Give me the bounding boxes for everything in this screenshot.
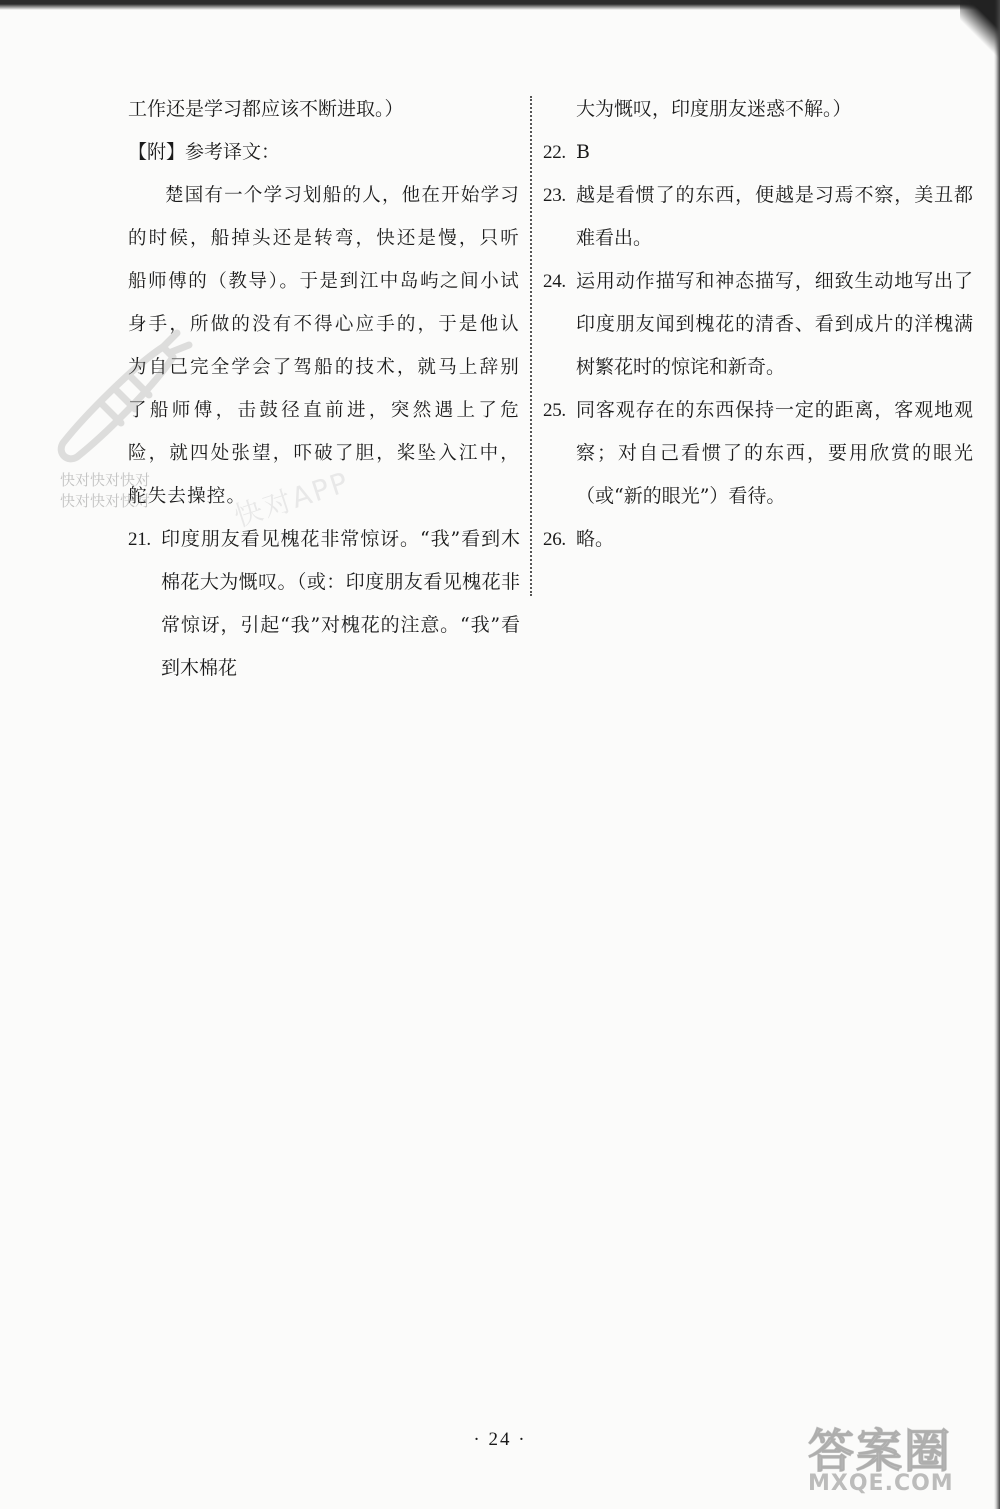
answer-text: B xyxy=(576,141,590,163)
brand-url: MXQE.COM xyxy=(808,1471,954,1496)
answer-item-26 xyxy=(543,518,973,561)
watermark-text: 快对快对快对 xyxy=(60,471,151,489)
answer-number: 25. xyxy=(543,400,566,421)
answer-item-25 xyxy=(543,389,973,518)
scan-right-edge xyxy=(994,0,1000,1509)
answer-text: 略。 xyxy=(576,528,615,550)
watermark-text: 快对快对快对 xyxy=(60,492,151,510)
answer-item-24 xyxy=(543,260,973,389)
answer-continuation-line: 工作还是学习都应该不断进取。） xyxy=(128,98,404,120)
answer-21-continuation: 大为慨叹，印度朋友迷惑不解。） xyxy=(576,98,852,120)
answer-number: 21. xyxy=(128,529,151,550)
watermark-stamp: 快对APP xyxy=(230,465,354,534)
left-column xyxy=(128,88,520,690)
right-column xyxy=(543,88,973,561)
brand-watermark xyxy=(802,1411,992,1503)
answer-number: 26. xyxy=(543,529,566,550)
answer-text: 印度朋友看见槐花非常惊讶。“我”看到木棉花大为慨叹。（或：印度朋友看见槐花非常惊讶，引起“我”对槐花的注意。“我”看到木棉花 xyxy=(161,528,520,679)
answer-text: 同客观存在的东西保持一定的距离，客观地观察；对自己看惯了的东西，要用欣赏的眼光（或“新的眼光”）看待。 xyxy=(576,399,973,507)
answer-text: 越是看惯了的东西，便越是习焉不察，美丑都难看出。 xyxy=(576,184,973,249)
scan-top-edge xyxy=(0,0,1000,10)
brand-logo-text: 答案圈 xyxy=(808,1424,952,1478)
answer-number: 23. xyxy=(543,185,566,206)
answer-item-21 xyxy=(128,518,520,690)
appendix-heading: 【附】参考译文： xyxy=(128,141,281,163)
answers-list xyxy=(543,131,973,561)
column-divider xyxy=(530,96,532,596)
page-number: · 24 · xyxy=(473,1429,527,1450)
answer-number: 24. xyxy=(543,271,566,292)
answer-item-23 xyxy=(543,174,973,260)
translation-paragraph: 楚国有一个学习划船的人，他在开始学习的时候，船掉头还是转弯，快还是慢，只听船师傅的（教导）。于是到江中岛屿之间小试身手，所做的没有不得心应手的，于是他认为自己完全学会了驾船的技术，就马上辞别了船师傅，击鼓径直前进，突然遇上了危险，就四处张望，吓破了胆，桨坠入江中，舵失去操控。 xyxy=(128,185,520,507)
answer-number: 22. xyxy=(543,142,566,163)
answer-item-22 xyxy=(543,131,973,174)
answer-text: 运用动作描写和神态描写，细致生动地写出了印度朋友闻到槐花的清香、看到成片的洋槐满树繁花时的惊诧和新奇。 xyxy=(576,270,973,378)
